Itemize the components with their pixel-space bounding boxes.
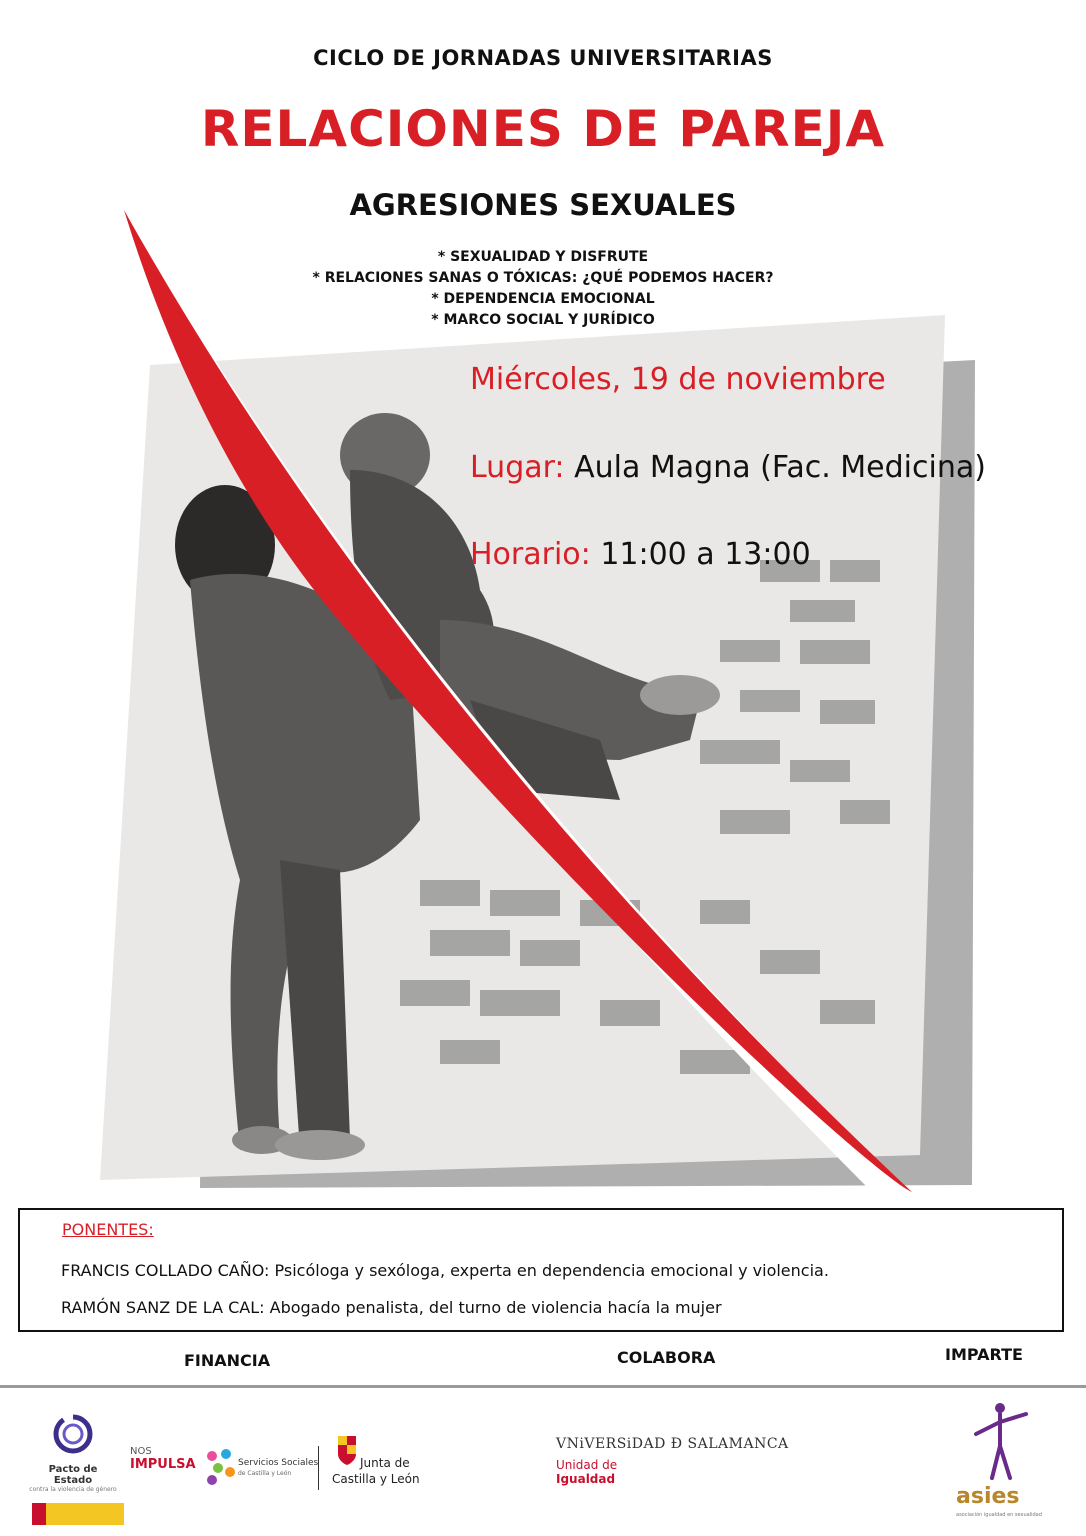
speaker-name: FRANCIS COLLADO CAÑO: xyxy=(61,1261,270,1280)
imparte-label: IMPARTE xyxy=(945,1345,1023,1364)
usal-name: VNiVERSiDAD Ð SALAMANCA xyxy=(556,1436,789,1452)
colabora-label: COLABORA xyxy=(617,1348,716,1367)
coat-of-arms-icon xyxy=(336,1432,358,1466)
topic-item: * RELACIONES SANAS O TÓXICAS: ¿QUÉ PODEMOS HACER? xyxy=(312,270,774,286)
servicios-title: Servicios Sociales xyxy=(238,1458,319,1468)
unidad-line1: Unidad de xyxy=(556,1458,618,1472)
speaker-item xyxy=(61,1261,829,1280)
junta-line1: Junta de xyxy=(360,1456,410,1470)
speaker-item xyxy=(61,1298,722,1317)
speakers-box xyxy=(18,1208,1064,1332)
pacto-circle-icon xyxy=(28,1410,118,1460)
place-label: Lugar: xyxy=(470,450,565,485)
pacto-subtitle: contra la violencia de género xyxy=(29,1486,117,1493)
topics-list xyxy=(0,247,1086,331)
asies-logo xyxy=(948,1400,1058,1520)
junta-castilla-leon-logo xyxy=(318,1432,418,1498)
people-cluster-icon xyxy=(204,1446,236,1490)
servicios-sociales-logo xyxy=(204,1446,319,1496)
hours-label: Horario: xyxy=(470,537,591,572)
speaker-role: Psicóloga y sexóloga, experta en dependencia emocional y violencia. xyxy=(274,1261,829,1280)
topic-item: * DEPENDENCIA EMOCIONAL xyxy=(431,291,655,307)
pacto-estado-logo xyxy=(28,1410,118,1522)
series-heading: CICLO DE JORNADAS UNIVERSITARIAS xyxy=(313,46,773,70)
topic-item: * MARCO SOCIAL Y JURÍDICO xyxy=(431,312,655,328)
event-date: Miércoles, 19 de noviembre xyxy=(470,362,886,397)
junta-line2: Castilla y León xyxy=(332,1472,420,1486)
speaker-name: RAMÓN SANZ DE LA CAL: xyxy=(61,1298,265,1317)
page-subtitle: AGRESIONES SEXUALES xyxy=(349,188,737,222)
event-hours xyxy=(470,537,811,572)
usal-logo xyxy=(556,1436,789,1486)
figure-icon xyxy=(970,1400,1030,1482)
nos-text: NOS xyxy=(130,1446,152,1457)
speakers-title: PONENTES: xyxy=(62,1220,154,1239)
event-place xyxy=(470,450,986,485)
asies-name: asies xyxy=(956,1484,1020,1509)
unidad-line2: Igualdad xyxy=(556,1472,616,1486)
place-value: Aula Magna (Fac. Medicina) xyxy=(574,450,986,485)
pacto-title: Pacto de Estado xyxy=(48,1464,98,1486)
divider-line xyxy=(318,1446,319,1490)
servicios-subtitle: de Castilla y León xyxy=(238,1470,292,1477)
impulsa-text: IMPULSA xyxy=(130,1457,196,1472)
financia-label: FINANCIA xyxy=(184,1351,271,1370)
footer-divider xyxy=(0,1385,1086,1388)
topic-item: * SEXUALIDAD Y DISFRUTE xyxy=(437,249,649,265)
speaker-role: Abogado penalista, del turno de violencia hacía la mujer xyxy=(269,1298,722,1317)
government-seal-icon xyxy=(32,1503,124,1525)
hours-value: 11:00 a 13:00 xyxy=(600,537,811,572)
nos-impulsa-logo xyxy=(130,1446,196,1472)
page-title: RELACIONES DE PAREJA xyxy=(200,100,886,158)
asies-tagline: asociación igualdad en sexualidad xyxy=(956,1512,1042,1518)
